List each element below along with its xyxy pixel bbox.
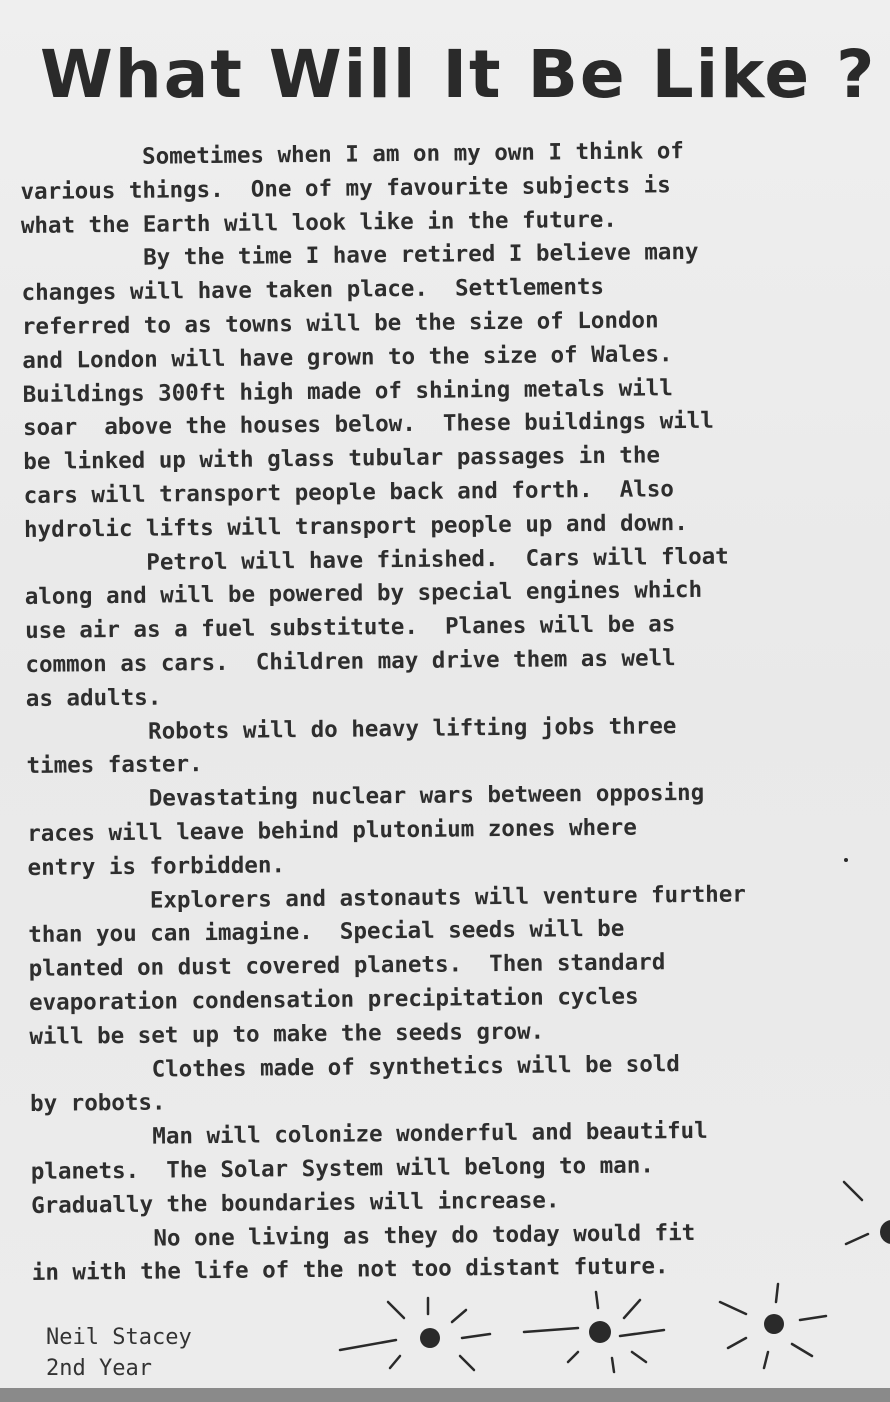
body-line: changes will have taken place. Settlements (21, 274, 605, 307)
body-line: Explorers and astonauts will venture further (27, 880, 747, 915)
body-line: by robots. (29, 1089, 166, 1118)
body-line: Sometimes when I am on my own I think of (20, 138, 685, 171)
body-line: what the Earth will look like in the future. (20, 206, 618, 239)
body-line: soar above the houses below. These buildings will (22, 408, 714, 442)
body-line: various things. One of my favourite subjects is (20, 171, 671, 205)
body-line: Robots will do heavy lifting jobs three (26, 712, 677, 746)
body-line: planted on dust covered planets. Then standard (28, 949, 666, 983)
sun-doodle-icon (524, 1292, 664, 1372)
body-line: along and will be powered by special engines which (24, 577, 703, 611)
body-line: evaporation condensation precipitation cycles (28, 983, 639, 1016)
sun-doodle-icon (844, 1182, 890, 1244)
body-line: Devastating nuclear wars between opposing (26, 780, 705, 814)
body-line: Man will colonize wonderful and beautiful (30, 1117, 708, 1152)
body-line: be linked up with glass tubular passages in the (23, 442, 661, 476)
body-line: times faster. (26, 751, 203, 780)
body-line: Gradually the boundaries will increase. (31, 1187, 560, 1219)
body-line: referred to as towns will be the size of London (21, 307, 659, 340)
body-line: in with the life of the not too distant future. (31, 1253, 669, 1287)
body-line: hydrolic lifts will transport people up and down. (23, 509, 688, 543)
body-line: By the time I have retired I believe many (21, 239, 699, 273)
author-year: 2nd Year (46, 1356, 152, 1381)
body-line: planets. The Solar System will belong to man. (30, 1152, 655, 1185)
body-line: races will leave behind plutonium zones where (27, 814, 637, 847)
body-line: than you can imagine. Special seeds will be (28, 916, 625, 949)
body-line: No one living as they do today would fit (31, 1219, 696, 1253)
body-line: Buildings 300ft high made of shining metals will (22, 374, 673, 408)
body-line: cars will transport people back and forth. Also (23, 476, 675, 509)
body-line: common as cars. Children may drive them as well (25, 645, 676, 678)
body-line: and London will have grown to the size of Wales. (22, 340, 673, 374)
sun-doodle-icon (340, 1298, 490, 1370)
scan-edge-bar (0, 1388, 890, 1402)
page-title: What Will It Be Like ? (40, 36, 877, 113)
body-line: use air as a fuel substitute. Planes will be as (24, 611, 676, 645)
body-line: entry is forbidden. (27, 851, 286, 881)
author-name: Neil Stacey (46, 1325, 192, 1350)
body-line: as adults. (25, 684, 162, 712)
body-line: will be set up to make the seeds grow. (29, 1018, 545, 1050)
body-line: Clothes made of synthetics will be sold (29, 1050, 681, 1084)
sun-doodle-icon (720, 1284, 826, 1368)
body-line: Petrol will have finished. Cars will float (24, 543, 729, 577)
